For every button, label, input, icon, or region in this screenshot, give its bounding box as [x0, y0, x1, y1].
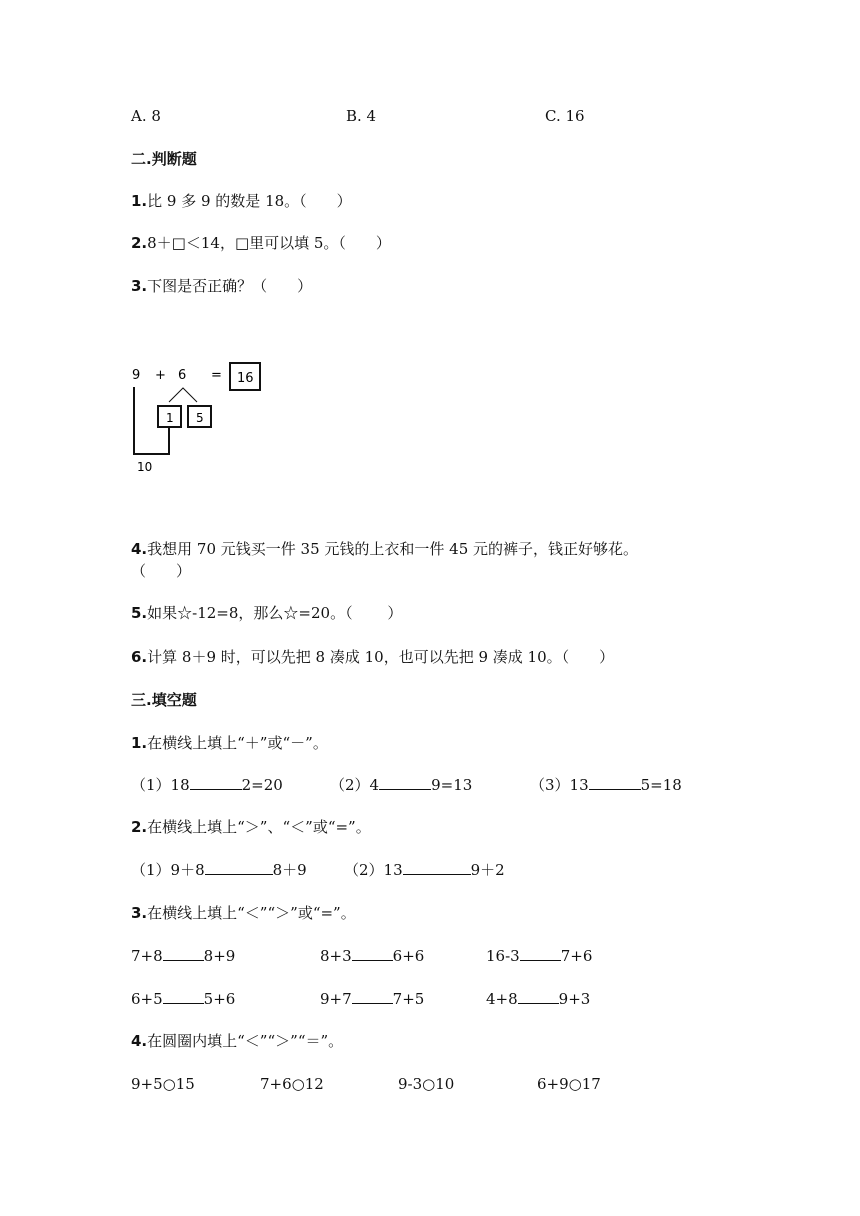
split-branch	[169, 388, 197, 402]
fill-item	[131, 946, 235, 966]
question-number: 5.	[131, 604, 148, 622]
s2-question-4	[131, 539, 638, 559]
question-text: 计算 8＋9 时，可以先把 8 凑成 10，也可以先把 9 凑成 10。（ ）	[147, 648, 615, 666]
s3-question-3	[131, 903, 356, 923]
fill-item-left: 8+3	[320, 947, 352, 965]
s2-question-1	[131, 191, 352, 211]
diagram-ten: 10	[137, 460, 153, 474]
fill-item-right: 5=18	[640, 776, 682, 794]
question-text: 下图是否正确？（ ）	[147, 277, 313, 295]
fill-item-left: 16-3	[486, 947, 520, 965]
s2-question-3	[131, 276, 312, 296]
fill-item	[330, 775, 472, 795]
question-text: 比 9 多 9 的数是 18。（ ）	[147, 192, 352, 210]
fill-item-left: （1）9＋8	[131, 861, 205, 879]
fill-item-right: 9+3	[558, 990, 591, 1008]
fill-item-left: （3）13	[530, 776, 589, 794]
fill-item	[530, 775, 682, 795]
fill-item-right: 8＋9	[272, 861, 307, 879]
s2-question-2	[131, 233, 391, 253]
fill-item	[486, 989, 590, 1009]
fill-item	[131, 775, 283, 795]
fill-item-right: 9＋2	[470, 861, 505, 879]
question-text: 在横线上填上“＋”或“－”。	[147, 734, 328, 752]
addition-diagram	[120, 355, 280, 480]
question-number: 6.	[131, 648, 148, 666]
fill-item-right: 6+6	[392, 947, 425, 965]
fill-item	[486, 946, 592, 966]
diagram-box-2: 5	[196, 411, 204, 425]
question-number: 1.	[131, 192, 148, 210]
question-text: 我想用 70 元钱买一件 35 元钱的上衣和一件 45 元的裤子，钱正好够花。	[147, 540, 639, 558]
diagram-number-6: 6	[178, 368, 187, 383]
question-text: 在圆圈内填上“＜”“＞”“＝”。	[147, 1032, 344, 1050]
fill-item-right: 2=20	[241, 776, 283, 794]
question-number: 3.	[131, 277, 148, 295]
answer-blank[interactable]	[190, 775, 242, 790]
question-number: 2.	[131, 234, 148, 252]
question-number: 1.	[131, 734, 148, 752]
fill-item-left: 7+8	[131, 947, 163, 965]
s2-question-5	[131, 603, 402, 623]
s3-question-1	[131, 733, 328, 753]
answer-blank[interactable]	[352, 989, 393, 1004]
fill-item-left: 9+7	[320, 990, 352, 1008]
circle-compare-item: 6+9○17	[537, 1075, 601, 1093]
choice-c: C. 16	[545, 107, 585, 125]
answer-blank[interactable]	[589, 775, 641, 790]
answer-blank[interactable]	[518, 989, 559, 1004]
fill-item	[320, 989, 424, 1009]
fill-item	[344, 860, 505, 880]
answer-blank[interactable]	[352, 946, 393, 961]
fill-item-left: （1）18	[131, 776, 190, 794]
answer-blank[interactable]	[379, 775, 431, 790]
section-3-title: 三.填空题	[131, 691, 197, 709]
fill-item-left: （2）4	[330, 776, 380, 794]
section-2-title: 二.判断题	[131, 150, 197, 168]
s3-question-2	[131, 817, 371, 837]
fill-item-right: 9=13	[431, 776, 473, 794]
s2-question-6	[131, 647, 614, 667]
fill-item-left: 6+5	[131, 990, 163, 1008]
fill-item	[131, 989, 235, 1009]
diagram-result: 16	[237, 371, 254, 386]
fill-item-right: 8+9	[203, 947, 236, 965]
answer-blank[interactable]	[163, 989, 204, 1004]
fill-item-left: 4+8	[486, 990, 518, 1008]
answer-blank[interactable]	[403, 860, 471, 875]
question-text: 8＋□＜14，□里可以填 5。（ ）	[147, 234, 391, 252]
diagram-number-9: 9	[132, 368, 141, 383]
question-number: 3.	[131, 904, 148, 922]
diagram-box-1: 1	[166, 411, 174, 425]
question-number: 2.	[131, 818, 148, 836]
question-number: 4.	[131, 540, 148, 558]
diagram-plus: +	[155, 368, 166, 383]
circle-compare-item: 9+5○15	[131, 1075, 195, 1093]
fill-item-right: 7+5	[392, 990, 425, 1008]
circle-compare-item: 7+6○12	[260, 1075, 324, 1093]
fill-item-left: （2）13	[344, 861, 403, 879]
choice-b: B. 4	[346, 107, 377, 125]
answer-blank[interactable]	[520, 946, 561, 961]
circle-compare-item: 9-3○10	[398, 1075, 455, 1093]
answer-blank[interactable]	[205, 860, 273, 875]
question-text: 在横线上填上“＜”“＞”或“=”。	[147, 904, 356, 922]
fill-item-right: 5+6	[203, 990, 236, 1008]
question-text: 在横线上填上“＞”、“＜”或“=”。	[147, 818, 371, 836]
fill-item	[320, 946, 424, 966]
diagram-equals: =	[211, 368, 222, 383]
question-number: 4.	[131, 1032, 148, 1050]
make-ten-bracket	[134, 387, 169, 454]
question-text: 如果☆-12=8，那么☆=20。（ ）	[147, 604, 403, 622]
s3-question-4	[131, 1031, 343, 1051]
fill-item	[131, 860, 307, 880]
answer-blank[interactable]	[163, 946, 204, 961]
fill-item-right: 7+6	[560, 947, 593, 965]
s2-question-4-paren: （ ）	[131, 562, 192, 580]
choice-a: A. 8	[131, 107, 161, 125]
